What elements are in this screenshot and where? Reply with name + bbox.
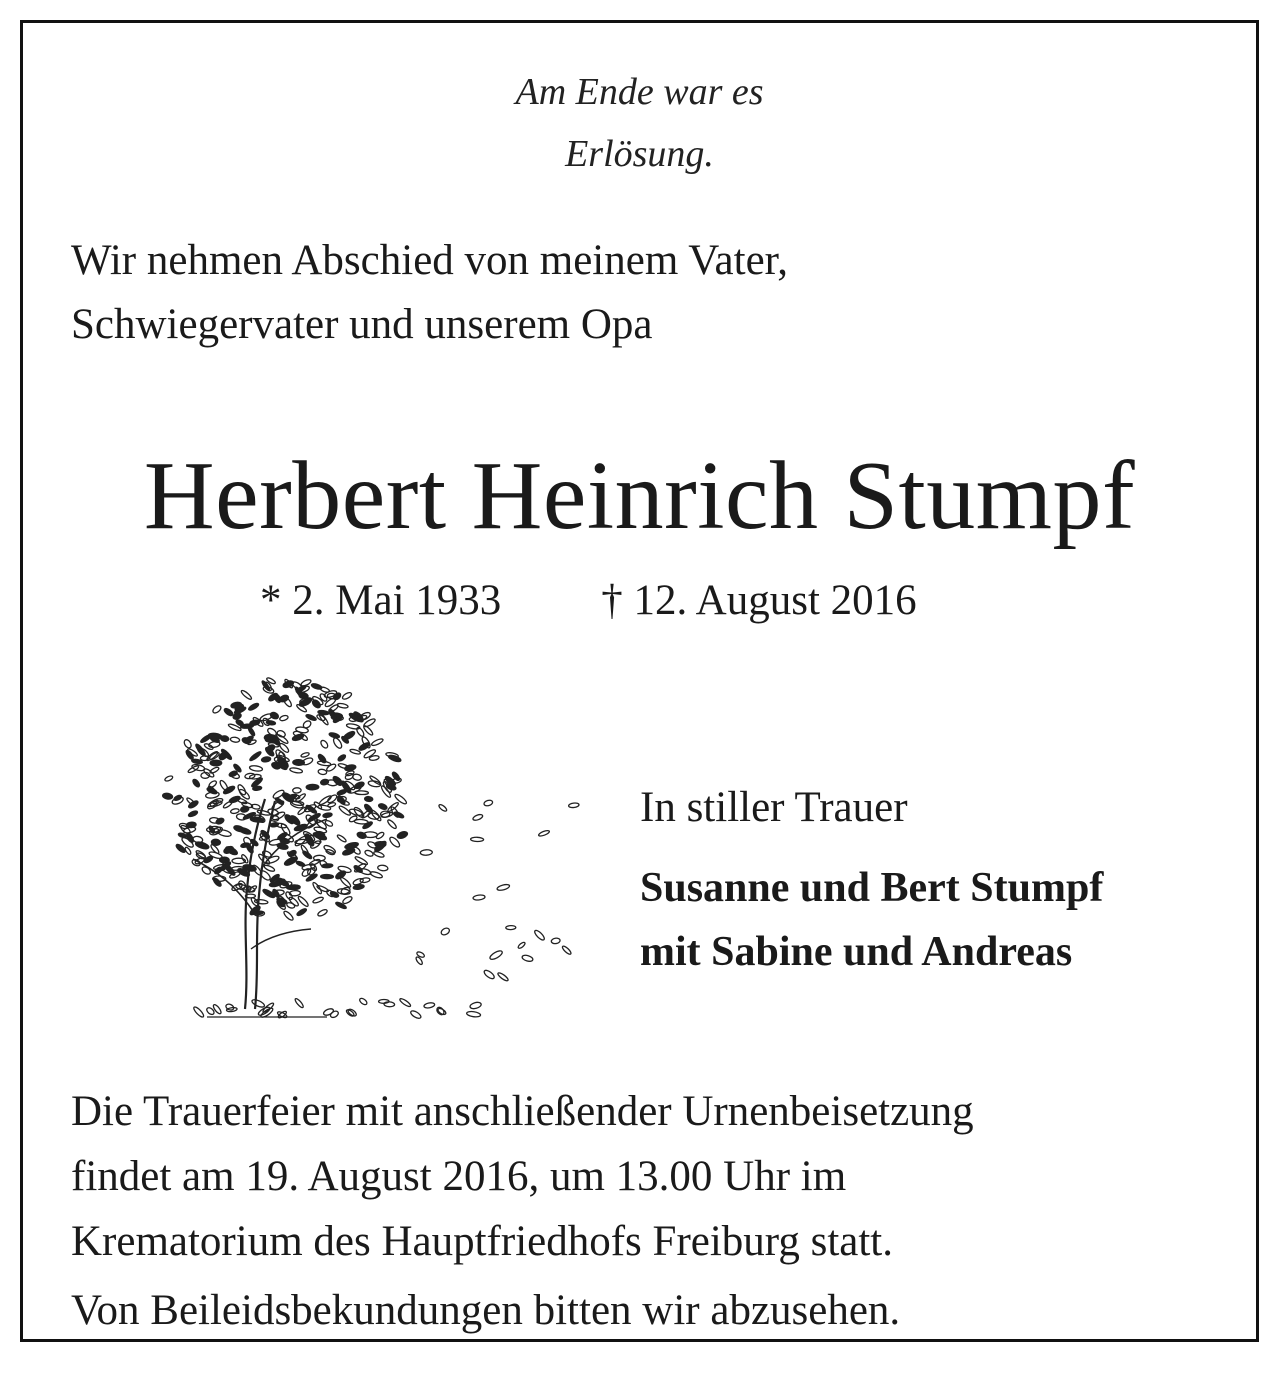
funeral-line-1: Die Trauerfeier mit anschließender Urnenbeisetzung (71, 1088, 974, 1135)
intro-line-1: Wir nehmen Abschied von meinem Vater, (71, 237, 789, 284)
motto (23, 61, 1256, 185)
family-line-1: Susanne und Bert Stumpf (640, 865, 1104, 911)
deceased-name: Herbert Heinrich Stumpf (143, 442, 1136, 550)
funeral-line-3: Krematorium des Hauptfriedhofs Freiburg statt. (71, 1218, 893, 1265)
windblown-tree-icon (127, 649, 587, 1019)
intro-line-2: Schwiegervater und unserem Opa (71, 301, 653, 348)
motto-line-1: Am Ende war es (515, 71, 764, 113)
mourning-lead: In stiller Trauer (640, 784, 908, 831)
birth-date: * 2. Mai 1933 (260, 577, 502, 624)
condolence-note: Von Beileidsbekundungen bitten wir abzusehen. (71, 1287, 901, 1334)
funeral-details (71, 1079, 974, 1274)
obituary-frame (20, 20, 1259, 1342)
motto-line-2: Erlösung. (565, 133, 714, 175)
intro-text (71, 229, 788, 357)
family-line-2: mit Sabine und Andreas (640, 929, 1073, 975)
death-date: † 12. August 2016 (601, 577, 917, 624)
life-dates (260, 571, 917, 631)
funeral-line-2: findet am 19. August 2016, um 13.00 Uhr im (71, 1153, 847, 1200)
mourners (640, 778, 1103, 984)
